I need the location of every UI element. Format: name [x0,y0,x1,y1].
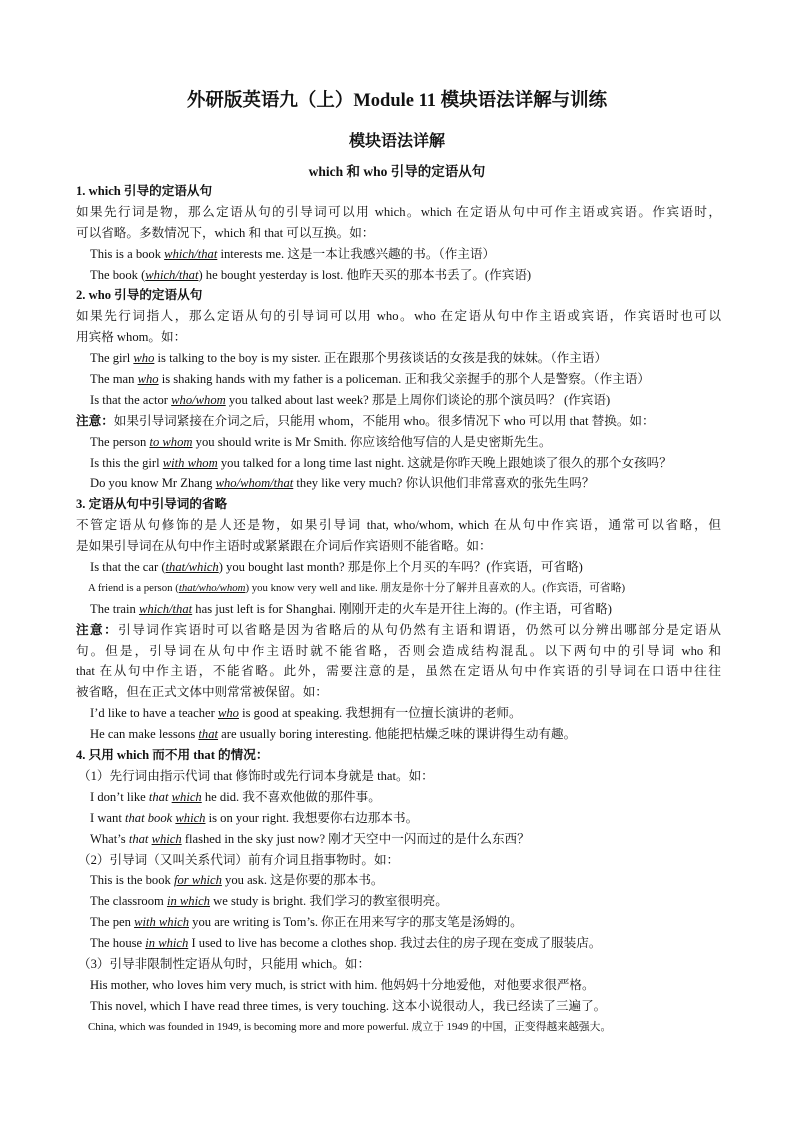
text-run: you talked about last week? 那是上周你们谈论的那个演员吗？ (作宾语) [225,392,611,407]
relative-pronoun: which/that [145,267,199,282]
paragraph-line [76,223,721,244]
example-sentence [76,996,721,1017]
text-run: 句。但是，引导词在从句中作主语时就不能省略，否则会造成结构混乱。以下两句中的引导词 who 和 [76,643,721,658]
text-run: This novel, which I have read three times, is very touching. 这本小说很动人，我已经读了三遍了。 [90,998,607,1013]
text-run: 可以省略。多数情况下，which 和 that 可以互换。如： [76,225,375,240]
text-run: His mother, who loves him very much, is strict with him. 他妈妈十分地爱他，对他要求很严格。 [90,977,595,992]
text-run: is good at speaking. 我想拥有一位擅长演讲的老师。 [238,706,522,721]
text-run: ) you know very well and like. 朋友是你十分了解并且喜欢的人。(作宾语，可省略) [245,581,626,594]
text-run: you should write is Mr Smith. 你应该给他写信的人是史密斯先生。 [192,434,552,449]
example-sentence [76,599,721,620]
text-run: A friend is a person ( [88,581,179,594]
example-sentence [76,369,721,390]
paragraph-line [76,536,721,557]
example-sentence [76,348,721,369]
text-run: 2. who 引导的定语从句 [76,288,203,303]
example-sentence [76,870,721,891]
relative-pronoun: which [171,789,202,804]
section-heading [76,494,721,515]
example-sentence [76,808,721,829]
text-run: The classroom [90,894,167,909]
relative-pronoun: who [133,351,155,366]
text-run: 不管定语从句修饰的是人还是物，如果引导词 that, who/whom, which 在从句中作宾语，通常可以省略，但 [76,518,721,533]
text-run: ) he bought yesterday is lost. 他昨天买的那本书丢了。(作宾语) [198,267,532,282]
paragraph-line [76,641,721,662]
paragraph-line [76,202,721,223]
section-heading [76,181,721,202]
text-run: 如果先行词是物，那么定语从句的引导词可以用 which。which 在定语从句中可作主语或宾语。作宾语时， [76,204,721,219]
relative-pronoun: which/that [164,246,218,261]
paragraph-line [76,682,721,703]
example-sentence [76,432,721,453]
note-label: 注意： [76,413,114,428]
text-run: 用宾格 whom。如： [76,330,187,345]
antecedent: that [148,789,169,804]
text-run: I’d like to have a teacher [90,706,218,721]
text-run: The girl [90,351,134,366]
section-title: which 和 who 引导的定语从句 [308,164,486,179]
example-sentence [76,473,721,494]
relative-pronoun: with whom [162,455,218,470]
subsection-heading [76,766,721,787]
text-run: 4. 只用 which 而不用 that 的情况： [76,748,269,763]
example-sentence [76,912,721,933]
text-run: The house [90,936,146,951]
example-sentence [76,557,721,578]
text-run: （2）引导词（又叫关系代词）前有介词且指事物时。如： [78,852,400,867]
antecedent: that [128,831,149,846]
text-run: The train [90,601,139,616]
relative-pronoun: which/that [138,601,193,616]
paragraph-line [76,411,721,432]
text-run: China, which was founded in 1949, is becoming more and more powerful. 成立于 1949 的中国，正变得越来越强大。 [88,1020,612,1033]
relative-pronoun: in which [145,936,189,951]
text-run: Is this the girl [90,455,163,470]
example-sentence [76,829,721,850]
example-sentence [76,975,721,996]
text-run: 被省略，但在正式文体中则常常被保留。如： [76,685,328,700]
text-run: you are writing is Tom’s. 你正在用来写字的那支笔是汤姆的。 [189,915,523,930]
relative-pronoun: that/which [165,560,219,575]
paragraph-line [76,515,721,536]
text-run: He can make lessons [90,727,199,742]
text-run: This is a book [90,246,165,261]
relative-pronoun: in which [166,894,210,909]
text-run: has just left is for Shanghai. 刚刚开走的火车是开往上海的。(作主语，可省略) [192,601,612,616]
document-title: 外研版英语九（上）Module 11 模块语法详解与训练 [186,91,608,111]
relative-pronoun: who [217,706,239,721]
example-sentence [76,933,721,954]
text-run: are usually boring interesting. 他能把枯燥乏味的课讲得生动有趣。 [218,727,577,742]
text-run: Do you know Mr Zhang [90,476,216,491]
relative-pronoun: who/whom/that [215,476,294,491]
text-run: that 在从句中作主语，不能省略。此外，需要注意的是，虽然在定语从句中作宾语的引导词在口语中往往 [76,664,721,679]
text-run: I used to live has become a clothes shop. 我过去住的房子现在变成了服装店。 [188,936,602,951]
text-run: you talked for a long time last night. 这就是你昨天晚上跟她谈了很久的那个女孩吗？ [217,455,672,470]
example-sentence [76,787,721,808]
relative-pronoun: that/who/whom [178,581,246,594]
text-run: （3）引导非限制性定语从句时，只能用 which。如： [78,956,371,971]
text-run: 如果引导词紧接在介词之后，只能用 whom，不能用 who。很多情况下 who 可以用 that 替换。如： [113,413,655,428]
section-heading [76,745,721,766]
example-sentence [76,265,721,286]
document-subtitle: 模块语法详解 [348,133,445,150]
relative-pronoun: with which [134,915,189,930]
example-sentence [76,703,721,724]
paragraph-line [76,306,721,327]
text-run: The person [90,434,150,449]
text-run: 是如果引导词在从句中作主语时或紧紧跟在介词后作宾语则不能省略。如： [76,539,492,554]
text-run: The book ( [90,267,146,282]
example-sentence [76,891,721,912]
text-run: they like very much? 你认识他们非常喜欢的张先生吗？ [293,476,595,491]
text-run: ) you bought last month? 那是你上个月买的车吗？(作宾语，可省略) [218,560,583,575]
example-sentence [76,244,721,265]
paragraph-line [76,620,721,641]
text-run: is on your right. 我想要你右边那本书。 [205,810,419,825]
document-body [76,181,721,1038]
text-run: we study is bright. 我们学习的教室很明亮。 [209,894,448,909]
subsection-heading [76,850,721,871]
text-run: （1）先行词由指示代词 that 修饰时或先行词本身就是 that。如： [78,768,434,783]
example-sentence [76,1017,721,1038]
text-run: interests me. 这是一本让我感兴趣的书。（作主语） [217,246,496,261]
text-run: Is that the car ( [90,560,166,575]
relative-pronoun: who [137,372,159,387]
relative-pronoun: which [151,831,182,846]
text-run: 1. which 引导的定语从句 [76,184,213,198]
text-run: he did. 我不喜欢他做的那件事。 [201,789,381,804]
text-run: Is that the actor [90,392,172,407]
text-run: I want [90,810,125,825]
text-run: you ask. 这是你要的那本书。 [221,873,384,888]
paragraph-line [76,661,721,682]
paragraph-line [76,327,721,348]
note-label: 注意： [76,622,119,637]
text-run: The pen [90,915,135,930]
text-run: is talking to the boy is my sister. 正在跟那个男孩谈话的女孩是我的妹妹。（作主语） [154,351,608,366]
text-run: flashed in the sky just now? 刚才天空中一闪而过的是什么东西？ [181,831,530,846]
section-heading [76,285,721,306]
text-run: 引导词作宾语时可以省略是因为省略后的从句仍然有主语和谓语，仍然可以分辨出哪部分是定语从 [118,622,721,637]
text-run: 3. 定语从句中引导词的省略 [76,497,228,512]
text-run: The man [90,372,138,387]
relative-pronoun: for which [173,873,222,888]
example-sentence [76,578,721,599]
example-sentence [76,390,721,411]
text-run: is shaking hands with my father is a policeman. 正和我父亲握手的那个人是警察。（作主语） [158,372,651,387]
antecedent: that book [124,810,173,825]
example-sentence [76,453,721,474]
relative-pronoun: to whom [149,434,193,449]
relative-pronoun: which [175,810,206,825]
relative-pronoun: that [198,727,219,742]
text-run: I don’t like [90,789,149,804]
relative-pronoun: who/whom [171,392,226,407]
text-run: 如果先行词指人，那么定语从句的引导词可以用 who。who 在定语从句中作主语或宾语，作宾语时也可以 [76,309,721,324]
subsection-heading [76,954,721,975]
text-run: This is the book [90,873,174,888]
example-sentence [76,724,721,745]
text-run: What’s [90,831,129,846]
